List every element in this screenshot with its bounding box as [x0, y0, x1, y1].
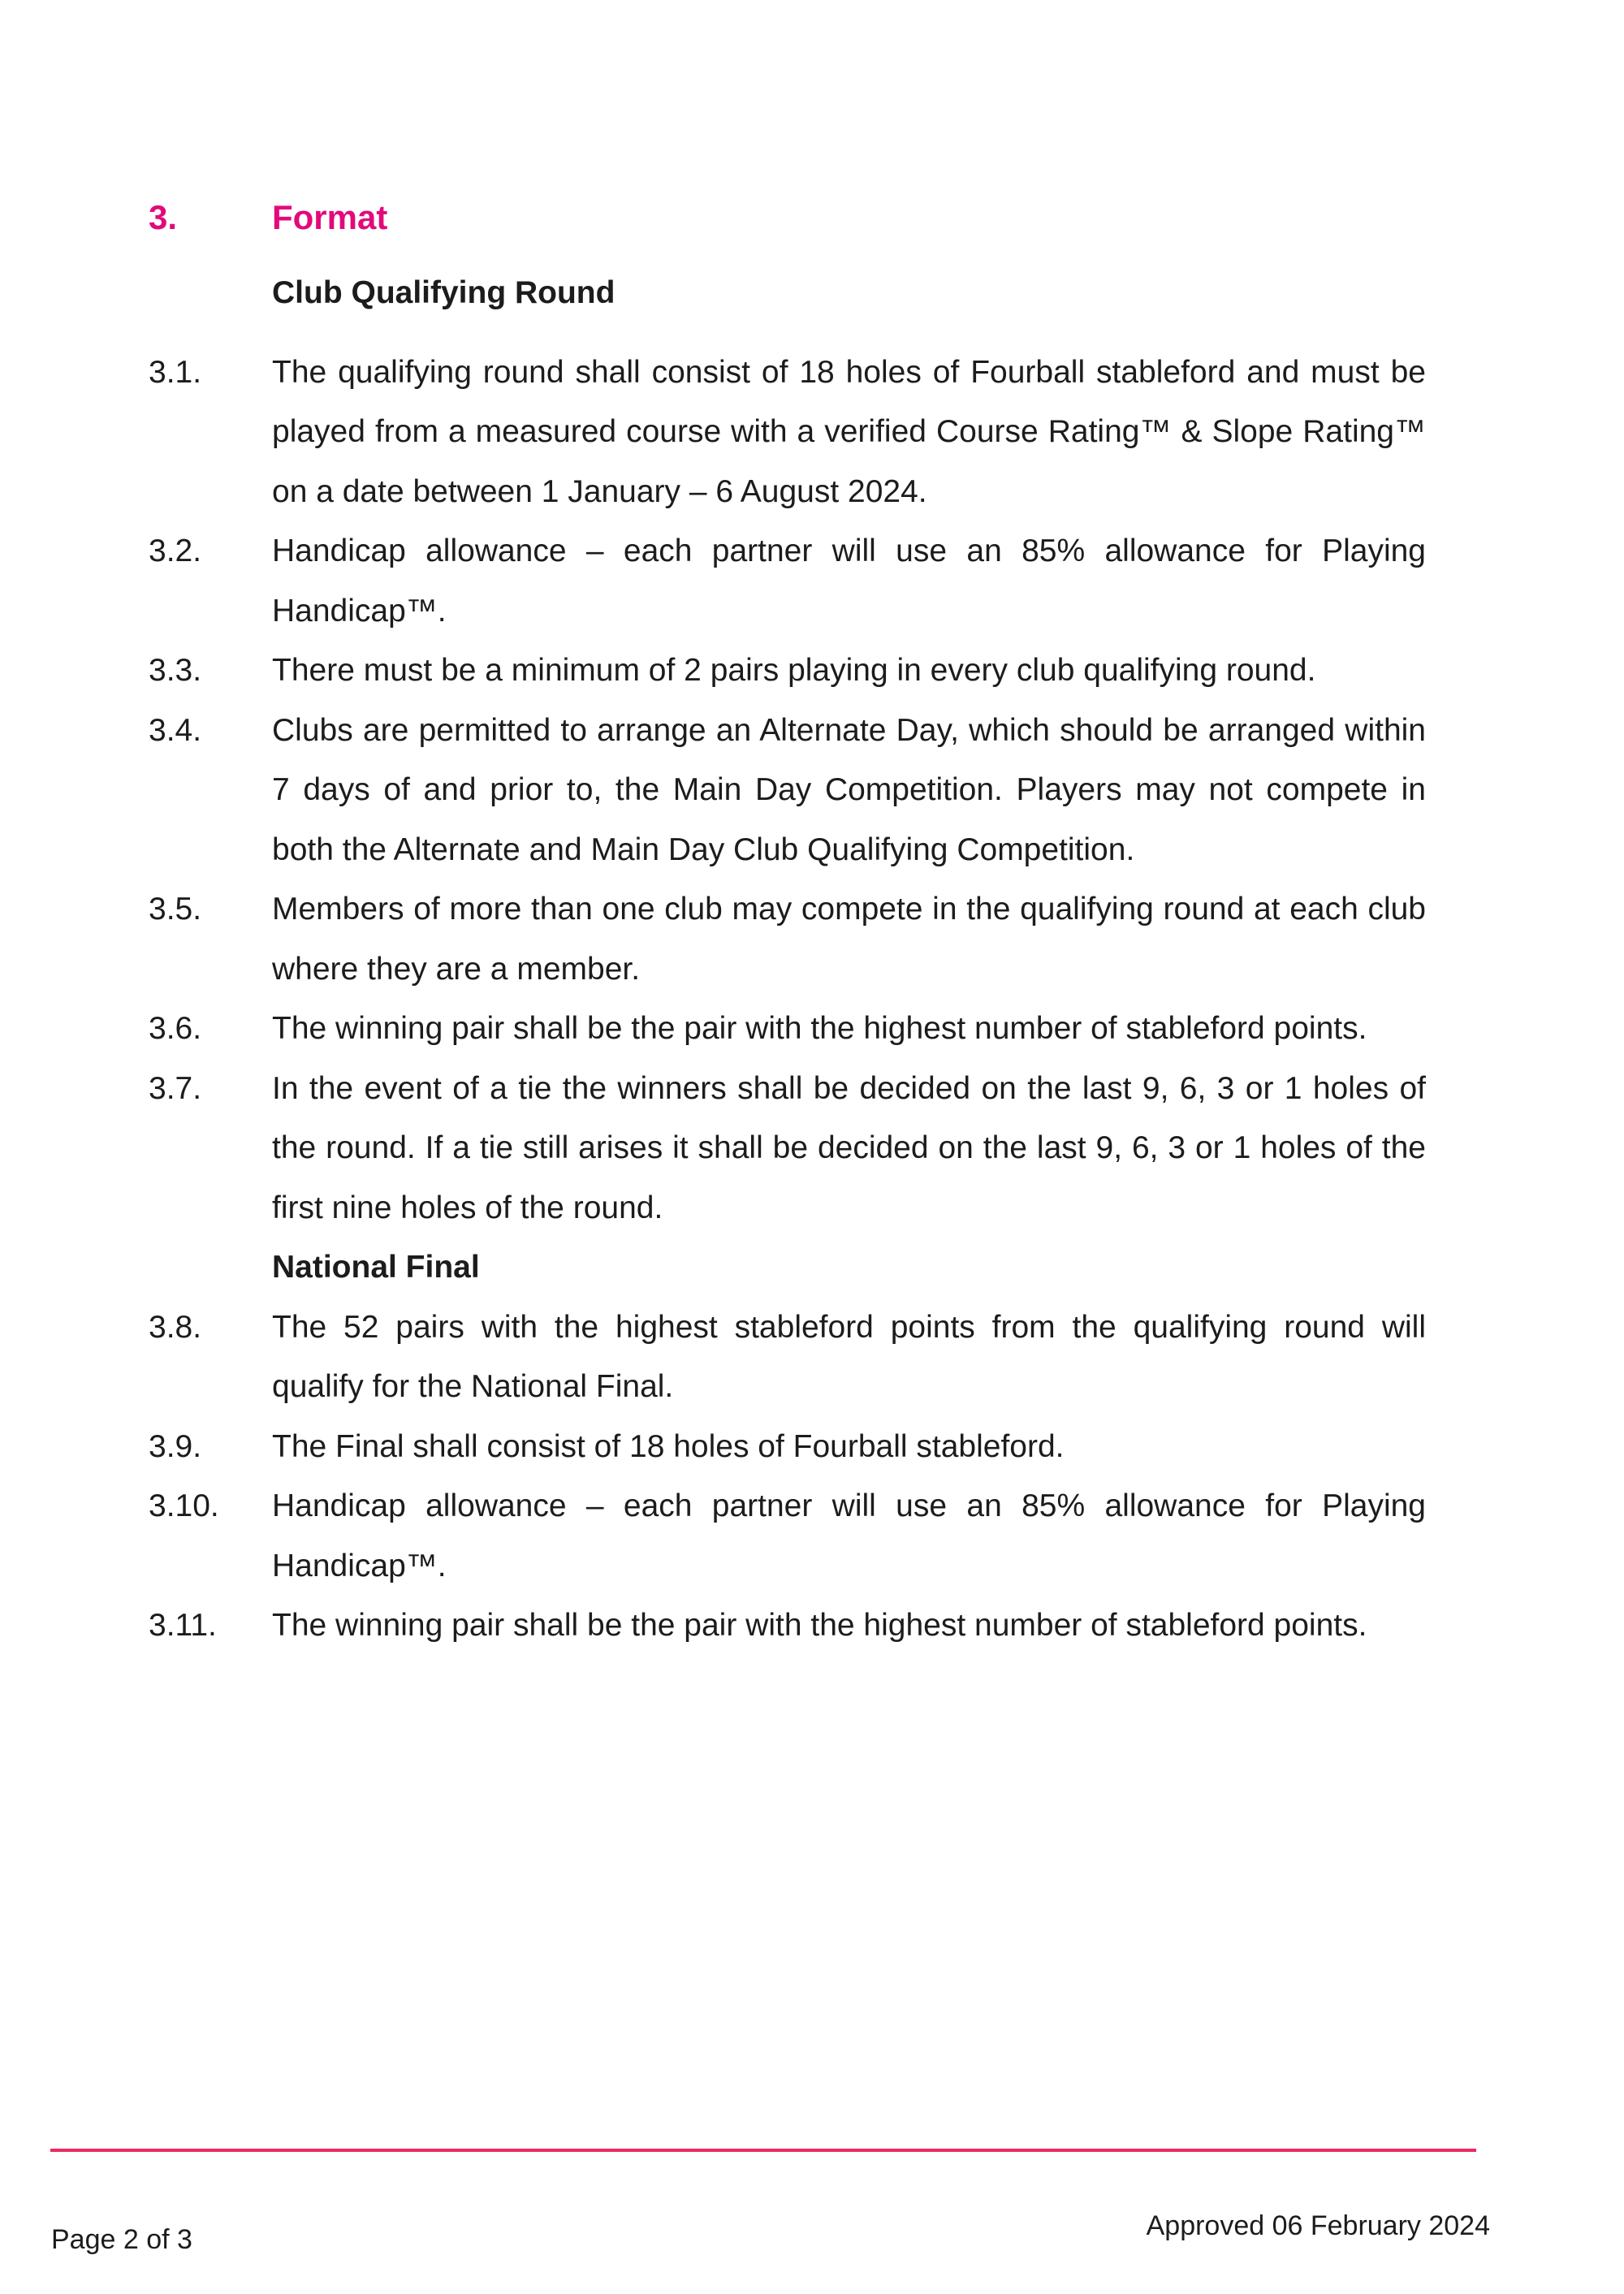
section-heading — [149, 188, 387, 248]
item-text: The 52 pairs with the highest stableford points from the qualifying round will qualify for the National Final. — [272, 1309, 1426, 1404]
list-item — [149, 1059, 1426, 1238]
list-item — [149, 1596, 1426, 1656]
item-text: The qualifying round shall consist of 18 holes of Fourball stableford and must be played from a measured course with a verified Course Rating™ & Slope Rating™ on a date between 1 January – 6 August 2024. — [272, 354, 1426, 509]
item-text: Members of more than one club may compete in the qualifying round at each club where they are a member. — [272, 892, 1426, 987]
list-item — [149, 879, 1426, 999]
item-number: 3.7. — [149, 1070, 202, 1106]
item-number: 3.11. — [149, 1608, 217, 1643]
item-number: 3.6. — [149, 1011, 202, 1046]
item-text: The winning pair shall be the pair with the highest number of stableford points. — [272, 1608, 1367, 1643]
list-item — [149, 641, 1426, 701]
item-text: Handicap allowance – each partner will use an 85% allowance for Playing Handicap™. — [272, 534, 1426, 629]
section-number: 3. — [149, 198, 178, 236]
list-item — [149, 1417, 1426, 1477]
item-number: 3.2. — [149, 534, 202, 568]
item-number: 3.4. — [149, 712, 202, 748]
list-item — [149, 343, 1426, 522]
item-text: Handicap allowance – each partner will use an 85% allowance for Playing Handicap™. — [272, 1488, 1426, 1583]
list-item — [149, 701, 1426, 880]
item-text: Clubs are permitted to arrange an Alternate Day, which should be arranged within 7 days of and prior to, the Main Day Competition. Players may not compete in both the Alternate and Main Day Club Qualifying Competition. — [272, 712, 1426, 867]
item-text: The Final shall consist of 18 holes of Fourball stableford. — [272, 1428, 1065, 1464]
item-text: The winning pair shall be the pair with the highest number of stableford points. — [272, 1011, 1367, 1046]
list-item — [149, 999, 1426, 1059]
footer-divider-line — [50, 2149, 1476, 2152]
item-text: In the event of a tie the winners shall be decided on the last 9, 6, 3 or 1 holes of the round. If a tie still arises it shall be decided on the last 9, 6, 3 or 1 holes of the first nine holes of the round. — [272, 1070, 1426, 1225]
item-number: 3.5. — [149, 892, 202, 927]
list-item — [149, 1476, 1426, 1596]
subheading: National Final — [272, 1250, 480, 1285]
section-title: Format — [272, 198, 388, 236]
subheading: Club Qualifying Round — [272, 275, 615, 310]
item-number: 3.8. — [149, 1309, 202, 1345]
footer-page-number: Page 2 of 3 — [51, 2224, 192, 2255]
list-item — [149, 521, 1426, 641]
list-item — [149, 1298, 1426, 1417]
item-number: 3.1. — [149, 354, 202, 390]
item-number: 3.3. — [149, 653, 202, 688]
item-number: 3.9. — [149, 1428, 202, 1464]
footer-approved-date: Approved 06 February 2024 — [1146, 2210, 1490, 2241]
item-text: There must be a minimum of 2 pairs playing in every club qualifying round. — [272, 653, 1316, 688]
section-body — [149, 263, 1426, 1656]
item-number: 3.10. — [149, 1488, 219, 1523]
